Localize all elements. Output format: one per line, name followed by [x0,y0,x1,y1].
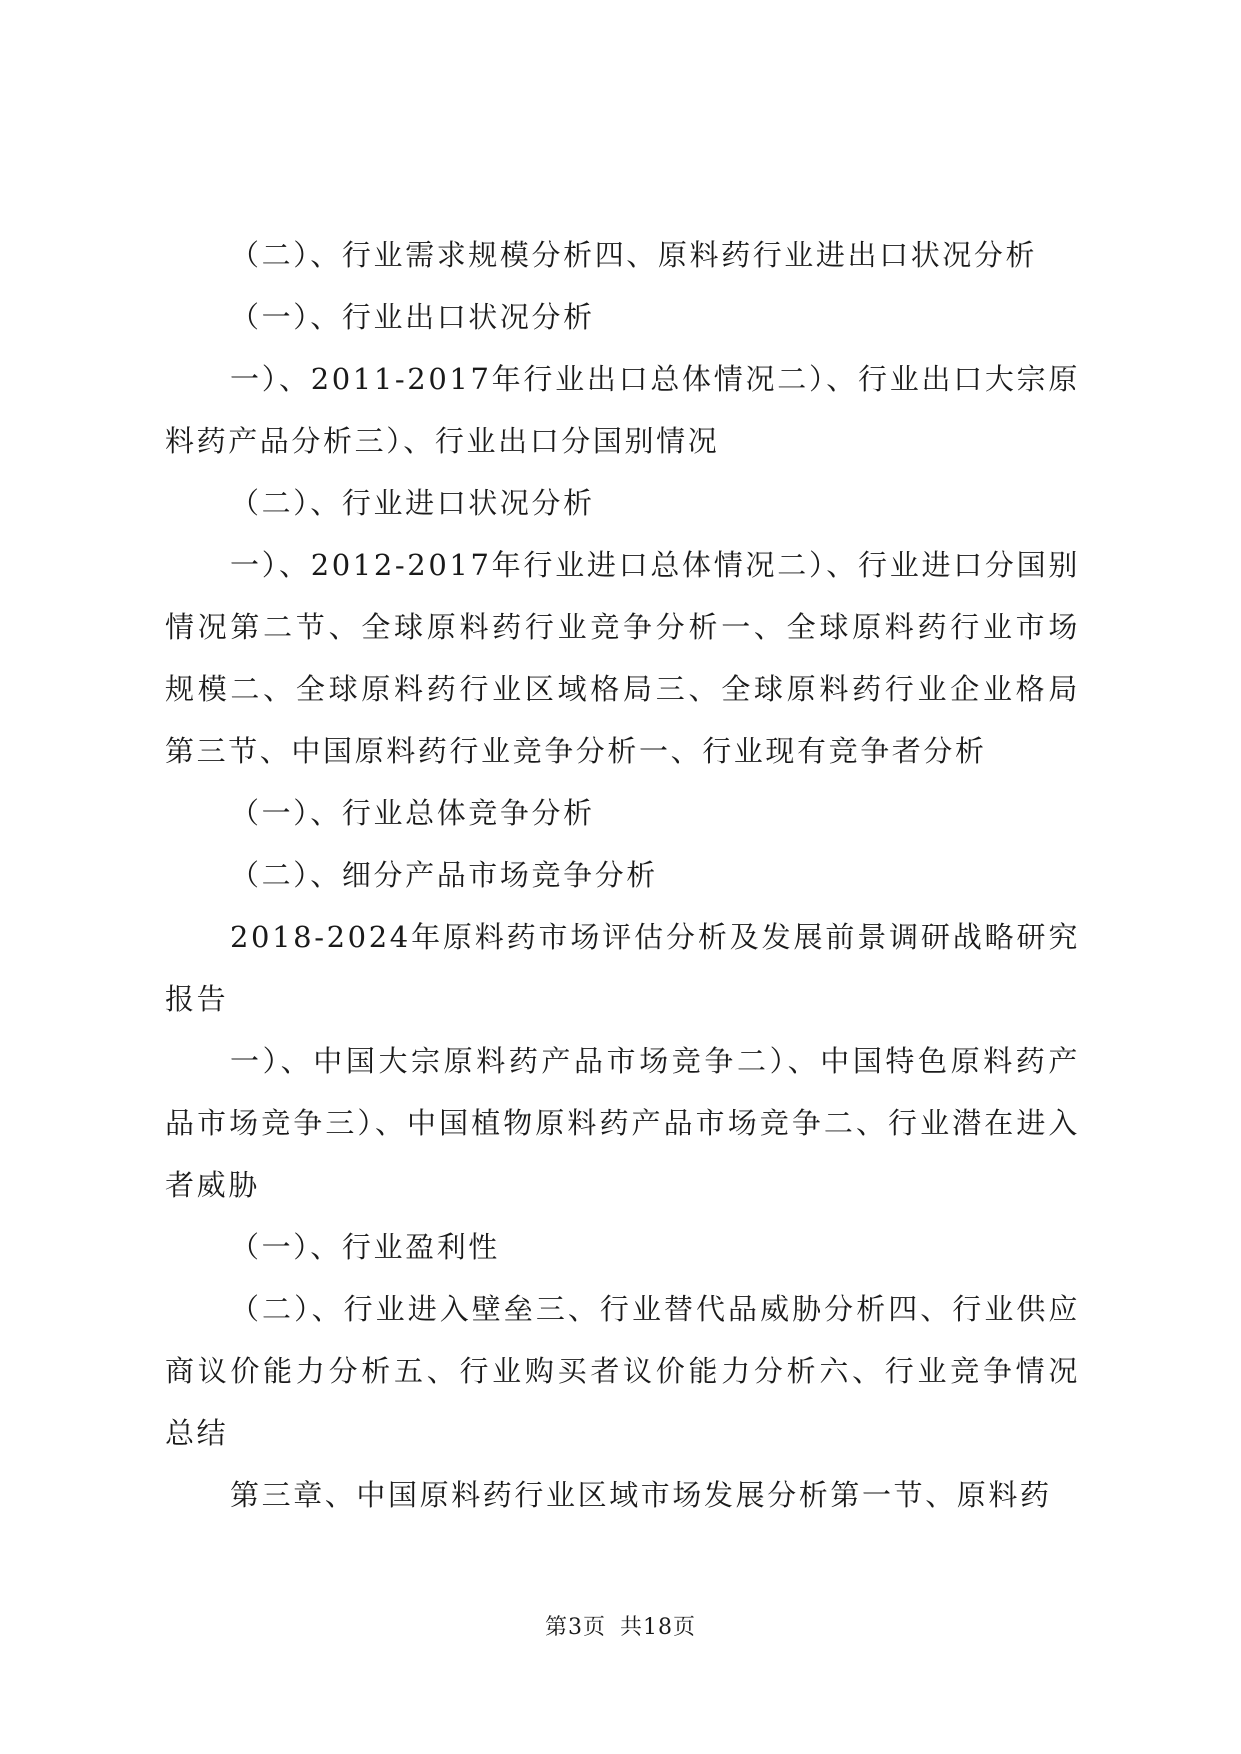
paragraph: （一）、行业盈利性 [230,1230,500,1264]
page-total: 共18页 [620,1615,696,1640]
paragraph: （二）、细分产品市场竞争分析 [230,858,658,892]
paragraph: 一）、中国大宗原料药产品市场竞争二）、中国特色原料药产品市场竞争三）、中国植物原料药产品市场竞争二、行业潜在进入者威胁 [165,1044,1080,1202]
document-body [165,224,1080,1526]
paragraph: 一）、2011-2017年行业出口总体情况二）、行业出口大宗原料药产品分析三）、行业出口分国别情况 [165,362,1080,458]
paragraph: 一）、2012-2017年行业进口总体情况二）、行业进口分国别情况第二节、全球原料药行业竞争分析一、全球原料药行业市场规模二、全球原料药行业区域格局三、全球原料药行业企业格局第三节、中国原料药行业竞争分析一、行业现有竞争者分析 [165,548,1080,768]
paragraph: 2018-2024年原料药市场评估分析及发展前景调研战略研究报告 [165,920,1080,1016]
paragraph: （一）、行业总体竞争分析 [230,796,595,830]
page-number: 第3页 [545,1615,606,1640]
paragraph: （二）、行业需求规模分析四、原料药行业进出口状况分析 [230,238,1038,272]
paragraph: 第三章、中国原料药行业区域市场发展分析第一节、原料药 [230,1478,1052,1512]
paragraph: （一）、行业出口状况分析 [230,300,595,334]
page-footer [0,1610,1241,1641]
paragraph: （二）、行业进口状况分析 [230,486,595,520]
paragraph: （二）、行业进入壁垒三、行业替代品威胁分析四、行业供应商议价能力分析五、行业购买者议价能力分析六、行业竞争情况总结 [165,1292,1080,1450]
